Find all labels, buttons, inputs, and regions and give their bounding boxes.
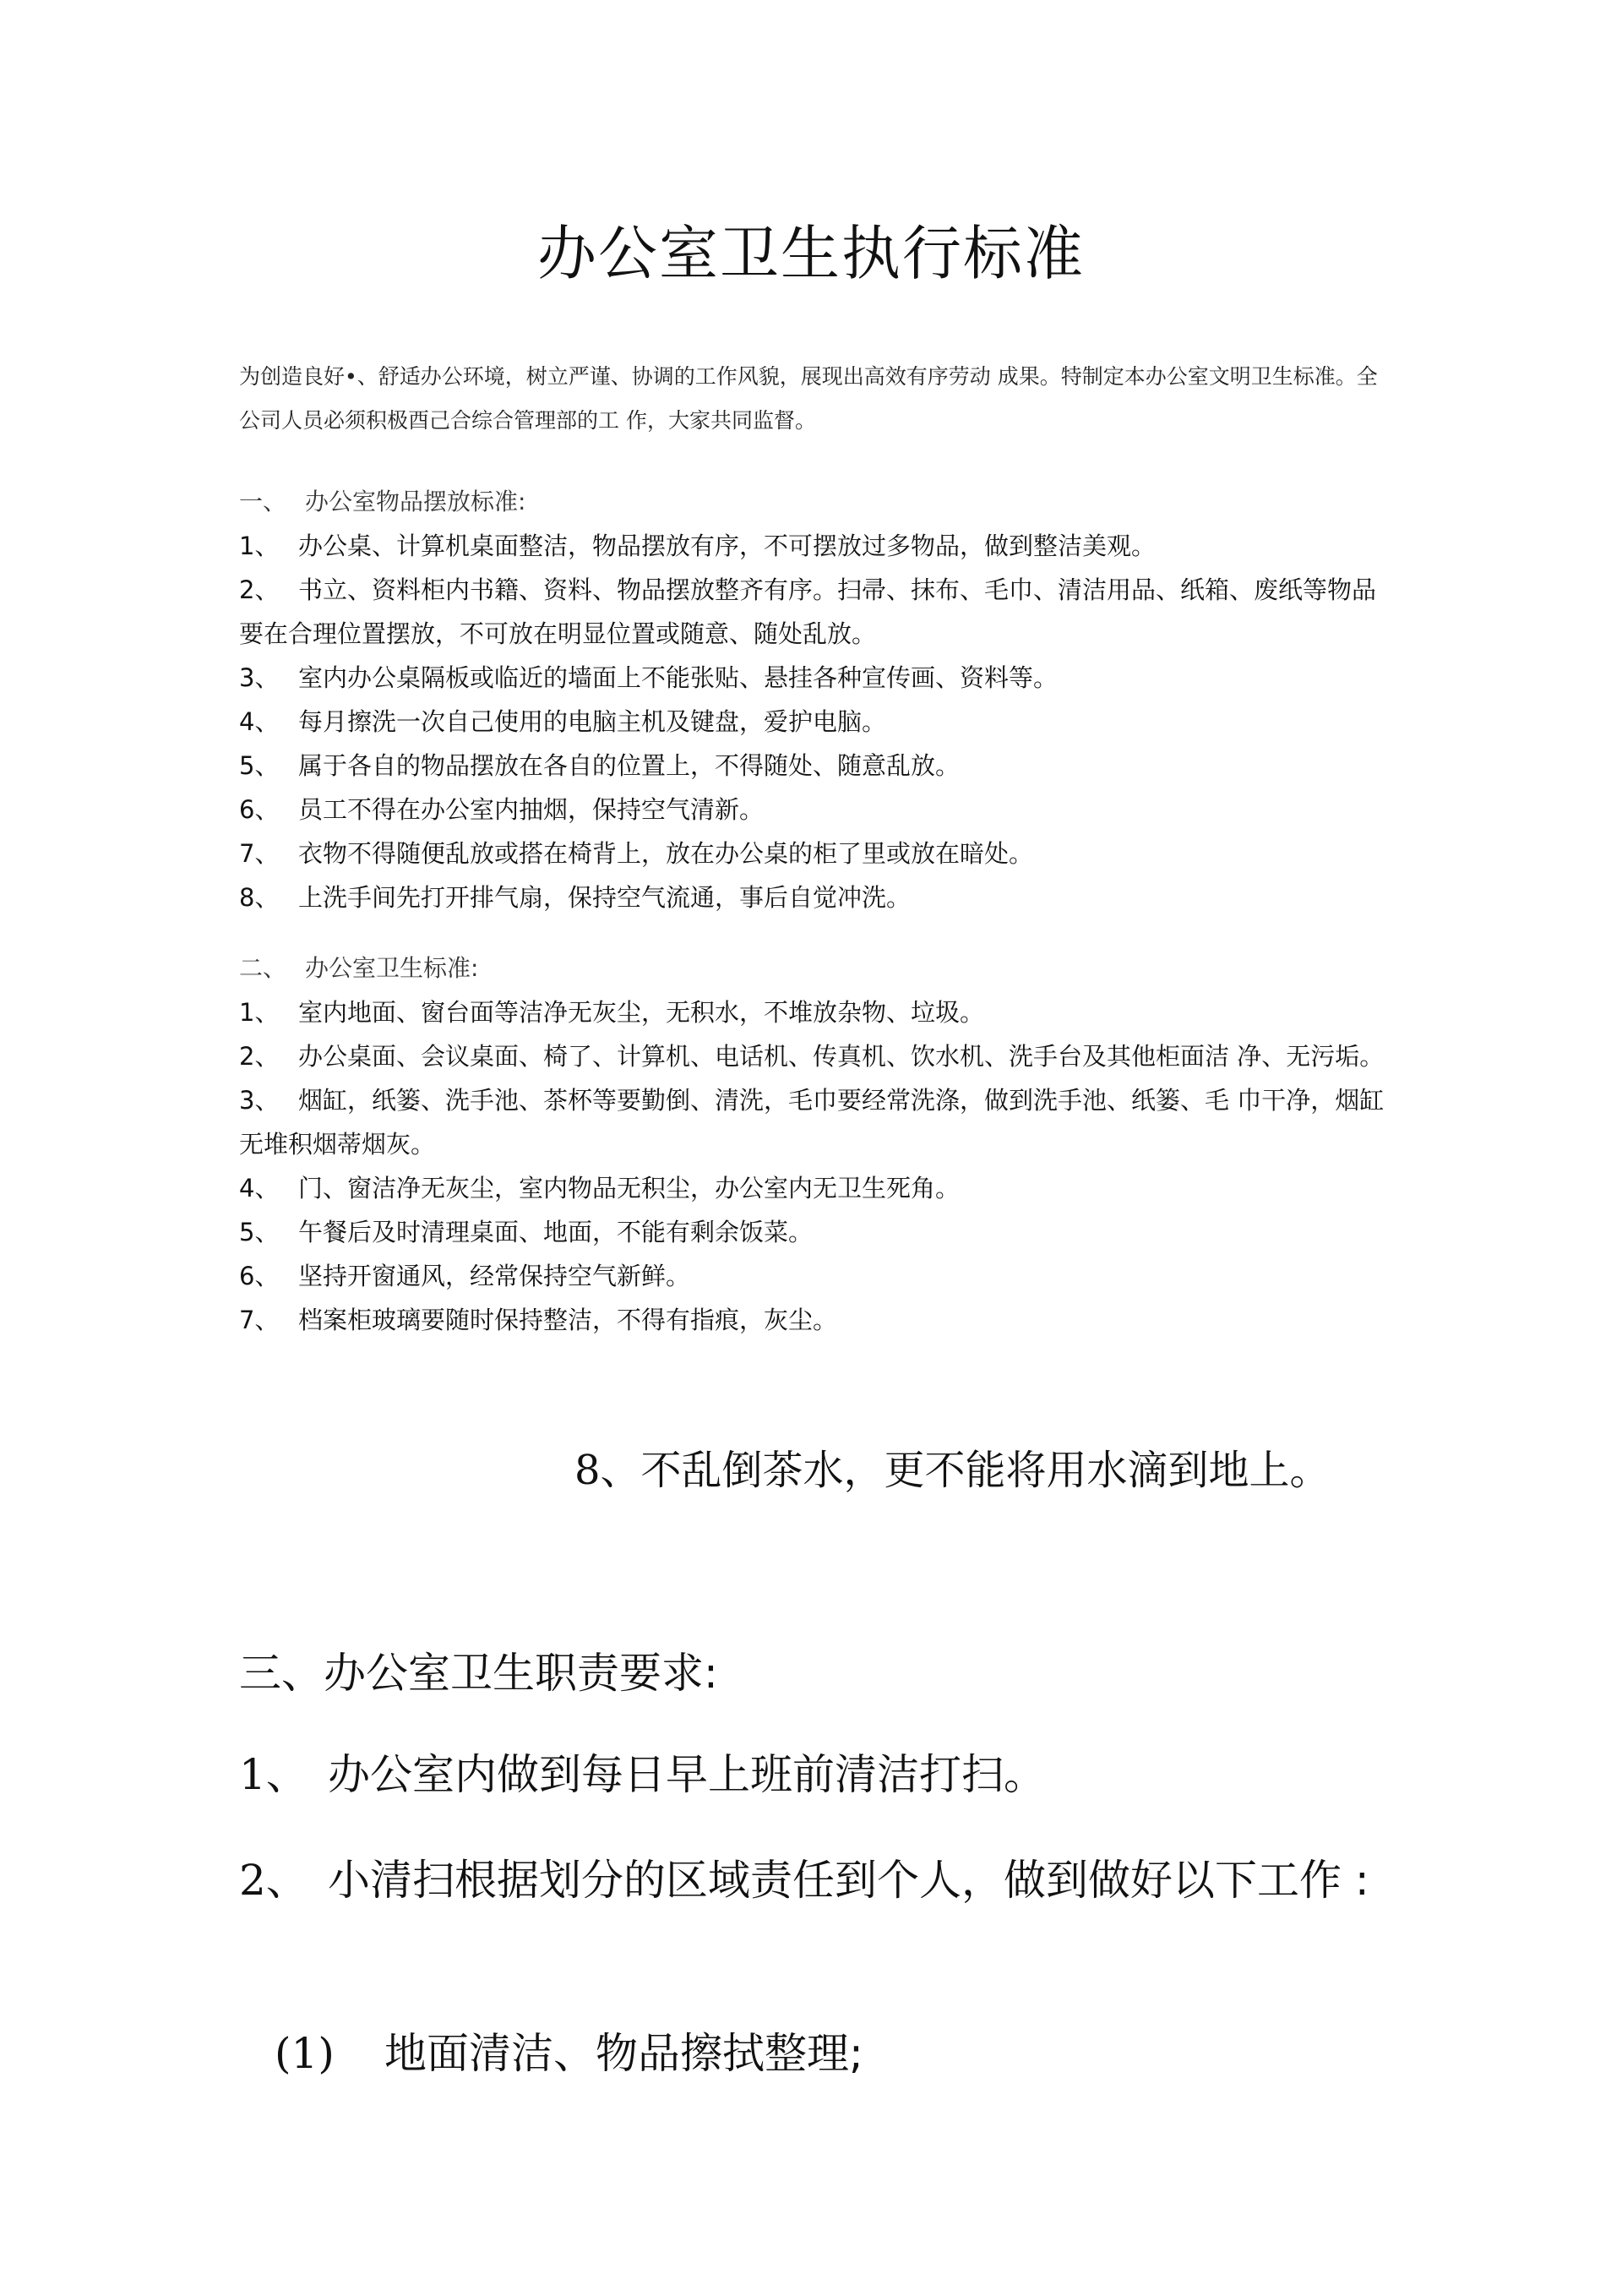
item-text: 上洗手间先打开排气扇，保持空气流通，事后自觉冲洗。 (298, 883, 912, 912)
item-text: 员工不得在办公室内抽烟，保持空气清新。 (298, 795, 765, 824)
section-heading-number: 二、 (239, 954, 287, 982)
item-text: 办公桌面、会议桌面、椅了、计算机、电话机、传真机、饮水机、洗手台及其他柜面洁 净、无污垢。 (298, 1042, 1385, 1071)
list-item (239, 1034, 1396, 1078)
list-item (239, 1254, 1396, 1298)
item-number: 7、 (239, 1306, 280, 1334)
item-number: 5、 (239, 751, 280, 780)
item-text: 书立、资料柜内书籍、资料、物品摆放整齐有序。扫帚、抹布、毛巾、清洁用品、纸箱、废纸等物品要在合理位置摆放，不可放在明显位置或随意、随处乱放。 (239, 575, 1377, 648)
section-heading-number: 一、 (239, 488, 287, 515)
item-number: 4、 (239, 707, 280, 736)
item-text: 办公室内做到每日早上班前清洁打扫。 (328, 1750, 1046, 1799)
list-item (239, 990, 1396, 1034)
section-heading (239, 946, 1396, 990)
list-item (239, 524, 1396, 568)
item-text: 衣物不得随便乱放或搭在椅背上，放在办公桌的柜了里或放在暗处。 (298, 839, 1034, 868)
section2-item8-large: 8、不乱倒茶水，更不能将用水滴到地上。 (574, 1447, 1331, 1494)
item-number: 1、 (239, 532, 280, 560)
item-text: 档案柜玻璃要随时保持整洁，不得有指痕，灰尘。 (298, 1306, 838, 1334)
item-number: 2、 (239, 1042, 280, 1071)
item-number: 2、 (239, 1856, 308, 1905)
item-number: 2、 (239, 575, 280, 604)
subitem-text: 地面清洁、物品擦拭整理; (384, 2029, 863, 2078)
subitem-number: (1) (275, 2029, 335, 2078)
section-heading (239, 480, 1396, 524)
item-number: 6、 (239, 1262, 280, 1290)
list-item (239, 1298, 1396, 1342)
document-title: 办公室卫生执行标准 (537, 219, 1085, 288)
section3-item (239, 1741, 1422, 1808)
item-number: 3、 (239, 663, 280, 692)
item-number: 1、 (239, 998, 280, 1027)
list-item (239, 744, 1396, 788)
list-item (239, 568, 1396, 656)
item-number: 4、 (239, 1174, 280, 1203)
list-item (239, 1166, 1396, 1210)
item-text: 烟缸，纸篓、洗手池、茶杯等要勤倒、清洗，毛巾要经常洗涤，做到洗手池、纸篓、毛 巾干净，烟缸无堆积烟蒂烟灰。 (239, 1086, 1385, 1159)
section-object-placement (239, 480, 1396, 919)
item-number: 7、 (239, 839, 280, 868)
list-item (239, 788, 1396, 832)
item-text: 属于各自的物品摆放在各自的位置上，不得随处、随意乱放。 (298, 751, 961, 780)
list-item (239, 875, 1396, 919)
item-text: 每月擦洗一次自己使用的电脑主机及键盘，爱护电脑。 (298, 707, 887, 736)
section-heading-text: 办公室物品摆放标准: (305, 488, 526, 515)
item-number: 3、 (239, 1086, 280, 1115)
item-text: 室内地面、窗台面等洁净无灰尘，无积水，不堆放杂物、垃圾。 (298, 998, 985, 1027)
list-item (239, 700, 1396, 744)
list-item (239, 1078, 1396, 1166)
item-number: 5、 (239, 1218, 280, 1246)
item-text: 办公桌、计算机桌面整洁，物品摆放有序，不可摆放过多物品，做到整洁美观。 (298, 532, 1157, 560)
item-text: 室内办公桌隔板或临近的墙面上不能张贴、悬挂各种宣传画、资料等。 (298, 663, 1059, 692)
section3-item (239, 1846, 1422, 1914)
list-item (239, 656, 1396, 700)
item-text: 坚持开窗通风，经常保持空气新鲜。 (298, 1262, 691, 1290)
item-text: 小清扫根据划分的区域责任到个人，做到做好以下工作 : (328, 1856, 1369, 1905)
list-item (239, 1210, 1396, 1254)
section3-heading: 三、办公室卫生职责要求: (239, 1649, 718, 1698)
intro-paragraph: 为创造良好•、舒适办公环境，树立严谨、协调的工作风貌，展现出高效有序劳动 成果。特制定本办公室文明卫生标准。全公司人员必须积极酉己合综合管理部的工 作，大家共同监督。 (239, 364, 1378, 433)
item-number: 8、 (239, 883, 280, 912)
section3-subitem (275, 2020, 1457, 2087)
item-number: 1、 (239, 1750, 308, 1799)
section-heading-text: 办公室卫生标准: (305, 954, 479, 982)
item-number: 6、 (239, 795, 280, 824)
item-text: 午餐后及时清理桌面、地面，不能有剩余饭菜。 (298, 1218, 814, 1246)
section-hygiene-standard (239, 946, 1396, 1342)
item-text: 门、窗洁净无灰尘，室内物品无积尘，办公室内无卫生死角。 (298, 1174, 961, 1203)
list-item (239, 832, 1396, 875)
